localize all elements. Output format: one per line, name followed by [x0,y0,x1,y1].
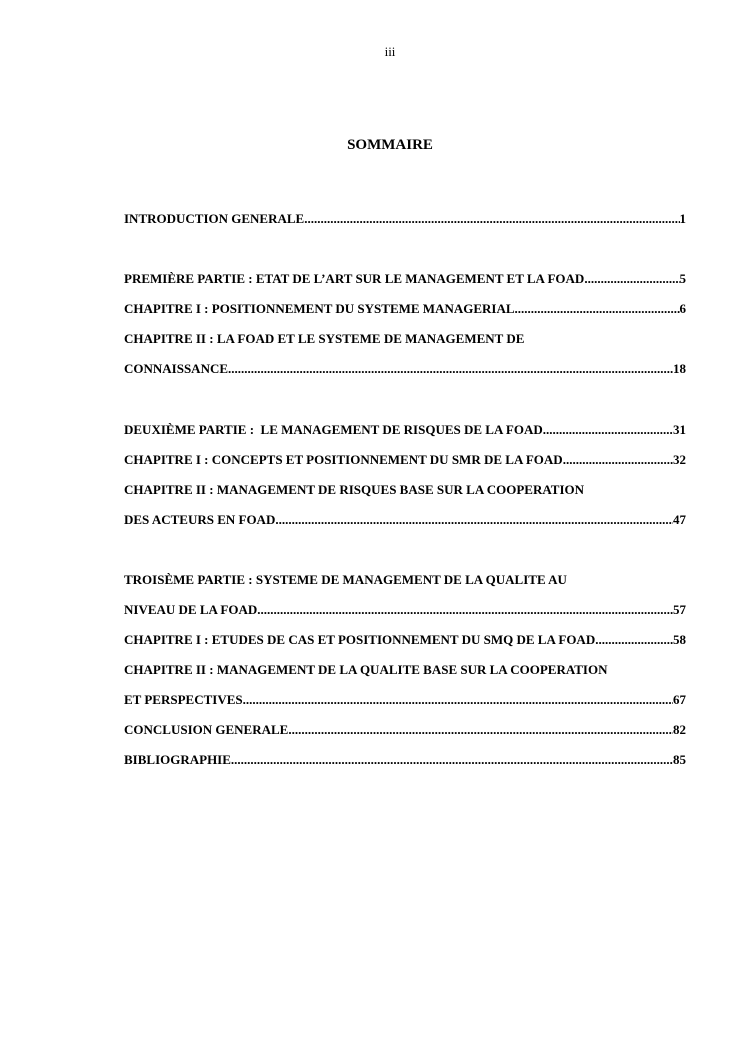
toc-leader-dots [228,360,673,378]
toc-entry-text: PREMIÈRE PARTIE : ETAT DE L’ART SUR LE MANAGEMENT ET LA FOAD [124,271,585,286]
toc-entry-page: 85 [673,752,686,767]
toc-entry-page: 67 [673,692,686,707]
toc-entry-part-1-chapter-1[interactable] [124,300,686,318]
toc-entry-part-3-chapter-1[interactable] [124,631,686,649]
toc-entry-text: CHAPITRE II : MANAGEMENT DE RISQUES BASE SUR LA COOPERATION [124,482,585,497]
toc-entry-part-3-chapter-2[interactable] [124,661,686,679]
page-number: iii [384,44,396,59]
toc-entry-page: 6 [679,301,686,316]
toc-leader-dots [231,751,673,769]
toc-leader-dots [288,721,673,739]
toc-entry-page: 18 [673,361,686,376]
toc-entry-text: CONCLUSION GENERALE [124,722,289,737]
toc-entry-text: TROISÈME PARTIE : SYSTEME DE MANAGEMENT DE LA QUALITE AU [124,572,567,587]
toc-entry-part-1-chapter-2[interactable] [124,330,686,348]
toc-entry-part-2-chapter-2-cont[interactable] [124,511,686,529]
toc-leader-dots [584,270,679,288]
toc-entry-part-2[interactable] [124,421,686,439]
toc-entry-page: 57 [673,602,686,617]
toc-entry-conclusion[interactable] [124,721,686,739]
toc-entry-text: CHAPITRE I : CONCEPTS ET POSITIONNEMENT DU SMR DE LA FOAD [124,452,563,467]
toc-leader-dots [275,511,673,529]
toc-entry-part-3[interactable] [124,571,686,589]
page-title: SOMMAIRE [347,137,433,153]
toc-entry-page: 5 [679,271,686,286]
toc-entry-text: ET PERSPECTIVES [124,692,243,707]
toc-entry-part-3-chapter-2-cont[interactable] [124,691,686,709]
toc-leader-dots [257,601,673,619]
toc-entry-part-3-cont[interactable] [124,601,686,619]
toc-entry-text: DES ACTEURS EN FOAD [124,512,276,527]
toc-entry-bibliography[interactable] [124,751,686,769]
toc-entry-part-2-chapter-2[interactable] [124,481,686,499]
toc-leader-dots [563,451,673,469]
toc-entry-text: INTRODUCTION GENERALE [124,211,305,226]
toc-entry-text: BIBLIOGRAPHIE [124,752,231,767]
toc-entry-introduction[interactable] [124,210,686,228]
toc-entry-text: CONNAISSANCE [124,361,229,376]
toc-entry-text: NIVEAU DE LA FOAD [124,602,258,617]
toc-entry-page: 58 [673,632,686,647]
toc-leader-dots [304,210,679,228]
toc-entry-part-1[interactable] [124,270,686,288]
toc-entry-text: CHAPITRE I : ETUDES DE CAS ET POSITIONNEMENT DU SMQ DE LA FOAD [124,632,596,647]
toc-entry-page: 47 [673,512,686,527]
toc-leader-dots [595,631,673,649]
toc-entry-text: CHAPITRE II : LA FOAD ET LE SYSTEME DE MANAGEMENT DE [124,331,525,346]
toc-entry-page: 82 [673,722,686,737]
toc-entry-page: 32 [673,452,686,467]
toc-leader-dots [515,300,680,318]
toc-entry-text: CHAPITRE I : POSITIONNEMENT DU SYSTEME MANAGERIAL [124,301,515,316]
toc-leader-dots [543,421,673,439]
toc-entry-part-2-chapter-1[interactable] [124,451,686,469]
toc-entry-page: 1 [679,211,686,226]
toc-entry-text: CHAPITRE II : MANAGEMENT DE LA QUALITE BASE SUR LA COOPERATION [124,662,608,677]
toc-entry-text: DEUXIÈME PARTIE : LE MANAGEMENT DE RISQUES DE LA FOAD [124,422,543,437]
toc-entry-page: 31 [673,422,686,437]
toc-leader-dots [243,691,673,709]
toc-entry-part-1-chapter-2-cont[interactable] [124,360,686,378]
